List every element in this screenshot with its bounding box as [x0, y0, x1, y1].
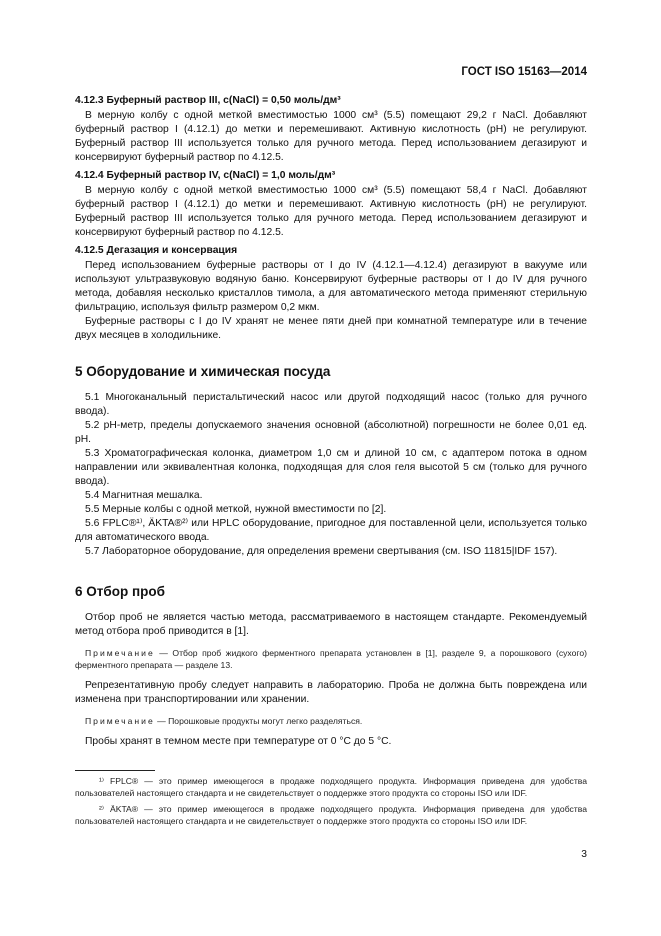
list-item: 5.2 pH-метр, пределы допускаемого значения основной (абсолютной) погрешности не более 0,01 ед. pH.: [75, 420, 587, 445]
subsection-heading-4-12-3: 4.12.3 Буферный раствор III, c(NaCl) = 0,50 моль/дм³: [75, 95, 341, 106]
list-item: 5.4 Магнитная мешалка.: [85, 490, 203, 501]
standard-header: ГОСТ ISO 15163—2014: [461, 66, 587, 78]
footnote-1: ¹⁾ FPLC® — это пример имеющегося в продаже подходящего продукта. Информация приведена для удобства пользователей настоящего стандарта и не свидетельствует о поддержке этого продукта со стороны ISO или IDF.: [75, 776, 587, 798]
paragraph-6-2: Репрезентативную пробу следует направить в лабораторию. Проба не должна быть повреждена или изменена при транспортировании или хранении.: [75, 680, 587, 705]
list-item: 5.5 Мерные колбы с одной меткой, нужной вместимости по [2].: [85, 504, 387, 515]
subsection-heading-4-12-4: 4.12.4 Буферный раствор IV, c(NaCl) = 1,0 моль/дм³: [75, 170, 336, 181]
list-item: 5.3 Хроматографическая колонка, диаметром 1,0 см и длиной 10 см, с адаптером потока в одном направлении или эквивалентная колонка, подходящая для слоя геля высотой 5 см (только для ручного ввода).: [75, 448, 587, 487]
section-heading-6: 6 Отбор проб: [75, 584, 165, 599]
paragraph-6-3: Пробы хранят в темном месте при температуре от 0 °С до 5 °С.: [85, 736, 392, 747]
footnote-2: ²⁾ ÄKTA® — это пример имеющегося в продаже подходящего продукта. Информация приведена для удобства пользователей настоящего стандарта и не свидетельствует о поддержке этого продукта со стороны ISO или IDF.: [75, 804, 587, 826]
list-item: 5.7 Лабораторное оборудование, для определения времени свертывания (см. ISO 11815|IDF 157).: [85, 546, 558, 557]
footnotes: [75, 770, 587, 831]
note-2-text: — Порошковые продукты могут легко разделяться.: [154, 716, 363, 726]
note-label: Примечание: [85, 716, 155, 726]
main-content: [75, 92, 587, 749]
subsection-heading-4-12-5: 4.12.5 Дегазация и консервация: [75, 245, 238, 256]
list-item: 5.1 Многоканальный перистальтический насос или другой подходящий насос (только для ручного ввода).: [75, 392, 587, 417]
list-item: 5.6 FPLC®¹⁾, ÄKTA®²⁾ или HPLC оборудование, пригодное для поставленной цели, используется только для автоматического ввода.: [75, 518, 587, 543]
note-label: Примечание: [85, 648, 155, 658]
note-1: [75, 647, 587, 671]
paragraph-4-12-3: В мерную колбу с одной меткой вместимостью 1000 см³ (5.5) помещают 29,2 г NaCl. Добавляют буферный раствор I (4.12.1) до метки и перемешивают. Активную кислотность (pH) не регулируют. Буферный раствор III используется только для ручного метода. Перед использованием дегазируют и консервируют буферный раствор по 4.12.5.: [75, 110, 587, 163]
paragraph-4-12-4: В мерную колбу с одной меткой вместимостью 1000 см³ (5.5) помещают 58,4 г NaCl. Добавляют буферный раствор I (4.12.1) до метки и перемешивают. Активную кислотность (pH) не регулируют. Буферный раствор III используется только для ручного метода. Перед использованием дегазируют и консервируют буферный раствор по 4.12.5.: [75, 185, 587, 238]
note-2: [75, 715, 587, 727]
paragraph-4-12-5-1: Перед использованием буферные растворы от I до IV (4.12.1—4.12.4) дегазируют в вакууме или используют ультразвуковую водяную баню. Консервируют буферные растворы от I до IV для ручного метода, добавляя несколько кристаллов тимола, а для автоматического метода применяют стерильную фильтрацию, используя фильтр размером 0,2 мкм.: [75, 260, 587, 313]
footnote-divider: [75, 770, 155, 771]
note-1-text: — Отбор проб жидкого ферментного препарата установлен в [1], разделе 9, а порошкового (сухого) ферментного препарата — разделе 13.: [75, 648, 587, 670]
page-number: 3: [581, 849, 587, 860]
paragraph-6-1: Отбор проб не является частью метода, рассматриваемого в настоящем стандарте. Рекомендуемый метод отбора проб приводится в [1].: [75, 612, 587, 637]
section-heading-5: 5 Оборудование и химическая посуда: [75, 364, 331, 379]
paragraph-4-12-5-2: Буферные растворы с I до IV хранят не менее пяти дней при комнатной температуре или в течение двух месяцев в холодильнике.: [75, 316, 587, 341]
